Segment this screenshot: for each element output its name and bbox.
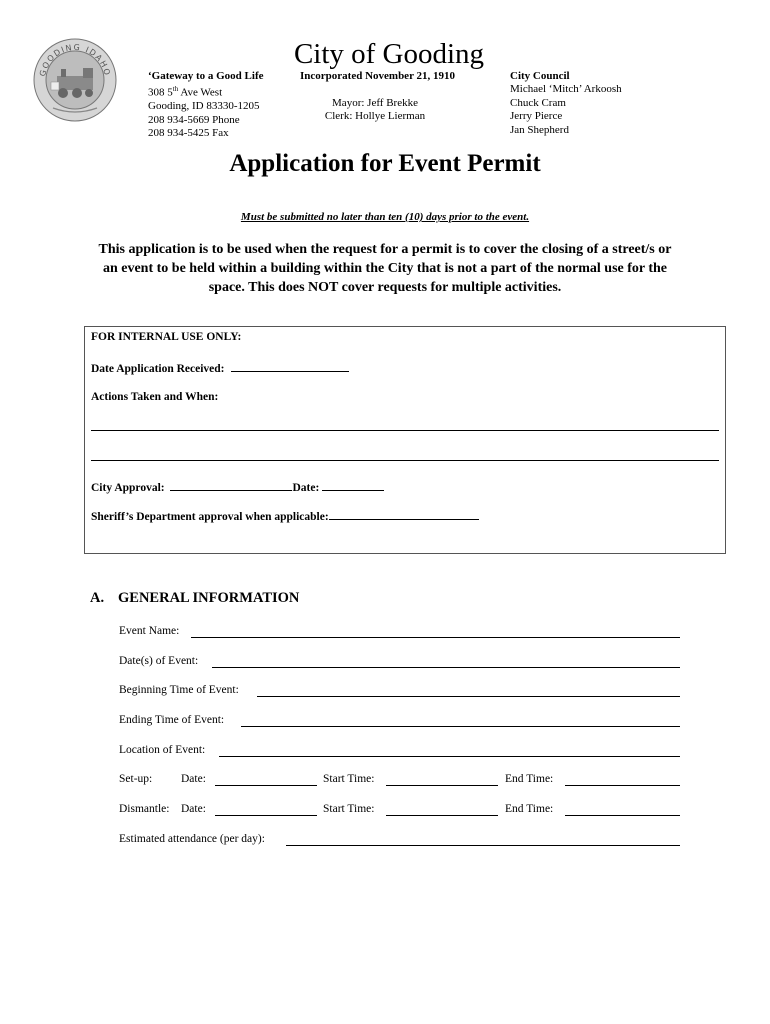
dismantle-date-label: Date:: [181, 803, 206, 815]
date-received-label: Date Application Received:: [91, 363, 225, 375]
beginning-time-row: [119, 684, 680, 696]
date-received-row: [91, 361, 349, 375]
svg-text:GOODING IDAHO: GOODING IDAHO: [38, 42, 112, 78]
location-row: [119, 744, 680, 756]
council-member: Chuck Cram: [510, 96, 566, 109]
dismantle-start-time-field[interactable]: [386, 815, 498, 816]
setup-date-field[interactable]: [215, 785, 317, 786]
document-title: Application for Event Permit: [229, 150, 541, 177]
event-name-row: [119, 625, 680, 637]
setup-row: [119, 773, 680, 785]
setup-start-time-label: Start Time:: [323, 773, 375, 785]
internal-use-box: [84, 326, 726, 554]
beginning-time-label: Beginning Time of Event:: [119, 684, 239, 696]
officials-block: [300, 70, 455, 124]
setup-start-time-field[interactable]: [386, 785, 498, 786]
internal-use-heading: FOR INTERNAL USE ONLY:: [91, 331, 242, 343]
council-heading: City Council: [510, 70, 570, 82]
council-member: Jerry Pierce: [510, 110, 563, 123]
dismantle-start-time-label: Start Time:: [323, 803, 375, 815]
street-address: 308 5th Ave West: [148, 85, 223, 100]
date-received-field[interactable]: [231, 361, 349, 372]
clerk-name: Clerk: Hollye Lierman: [324, 110, 426, 123]
ending-time-row: [119, 714, 680, 726]
ending-time-label: Ending Time of Event:: [119, 714, 225, 726]
setup-label: Set-up:: [119, 773, 153, 785]
mayor-name: Mayor: Jeff Brekke: [332, 96, 418, 109]
dismantle-row: [119, 803, 680, 815]
incorporated-date: Incorporated November 21, 1910: [300, 70, 455, 82]
fax-number: 208 934-5425 Fax: [148, 127, 229, 140]
setup-end-time-label: End Time:: [505, 773, 554, 785]
city-name-heading: City of Gooding: [293, 38, 485, 70]
beginning-time-field[interactable]: [257, 696, 680, 697]
sheriff-approval-field[interactable]: [329, 509, 479, 520]
approval-date-field[interactable]: [322, 480, 384, 491]
actions-taken-field-1[interactable]: [91, 430, 719, 431]
city-motto: ‘Gateway to a Good Life: [148, 70, 264, 82]
dismantle-end-time-label: End Time:: [505, 803, 554, 815]
dismantle-date-field[interactable]: [215, 815, 317, 816]
event-dates-field[interactable]: [212, 667, 680, 668]
city-approval-row: [91, 480, 384, 494]
city-approval-field[interactable]: [170, 480, 292, 491]
event-name-field[interactable]: [191, 637, 680, 638]
dismantle-end-time-field[interactable]: [565, 815, 680, 816]
location-label: Location of Event:: [119, 744, 206, 756]
attendance-row: [119, 833, 680, 845]
attendance-field[interactable]: [286, 845, 680, 846]
address-block: [148, 70, 263, 141]
actions-taken-field-2[interactable]: [91, 460, 719, 461]
section-a-heading: A. GENERAL INFORMATION: [90, 590, 300, 606]
phone-number: 208 934-5669 Phone: [148, 113, 240, 126]
actions-taken-label: Actions Taken and When:: [91, 391, 219, 403]
event-dates-label: Date(s) of Event:: [119, 655, 199, 667]
setup-date-label: Date:: [181, 773, 206, 785]
sheriff-approval-row: [91, 509, 479, 523]
ending-time-field[interactable]: [241, 726, 680, 727]
city-state-zip: Gooding, ID 83330-1205: [148, 100, 260, 113]
location-field[interactable]: [219, 756, 680, 757]
city-approval-label: City Approval:: [91, 482, 165, 494]
setup-end-time-field[interactable]: [565, 785, 680, 786]
intro-paragraph: This application is to be used when the request for a permit is to cover the closing of a street/s or an event to be held within a building within the City that is not a part of the normal use for the space. This does NOT cover requests for multiple activities.: [98, 242, 672, 295]
council-block: [510, 70, 622, 137]
event-name-label: Event Name:: [119, 625, 180, 637]
council-member: Michael ‘Mitch’ Arkoosh: [510, 83, 622, 96]
sheriff-approval-label: Sheriff’s Department approval when applicable:: [91, 511, 329, 523]
dismantle-label: Dismantle:: [119, 803, 170, 815]
deadline-note: Must be submitted no later than ten (10) days prior to the event.: [240, 211, 530, 223]
approval-date-label: Date:: [292, 482, 320, 494]
council-member: Jan Shepherd: [510, 123, 569, 136]
event-dates-row: [119, 655, 680, 667]
attendance-label: Estimated attendance (per day):: [119, 833, 265, 845]
